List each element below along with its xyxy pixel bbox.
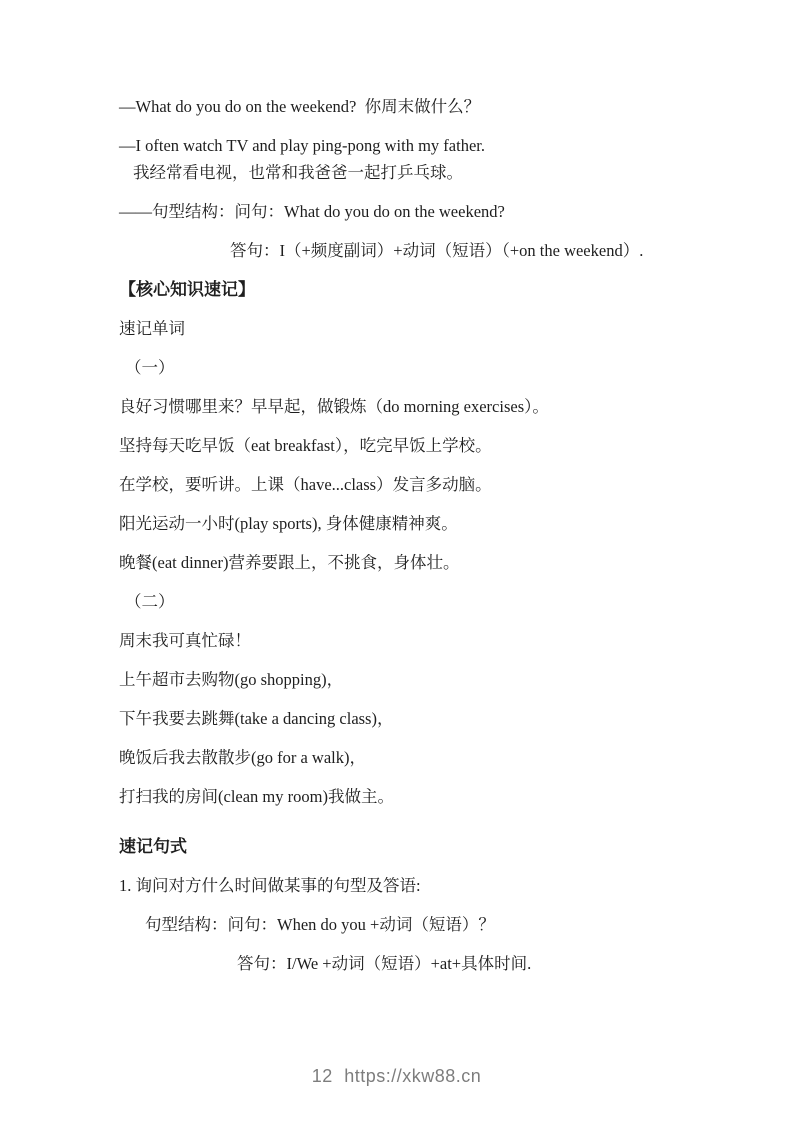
page-footer bbox=[0, 1066, 793, 1087]
dialog-question-line: —What do you do on the weekend? 你周末做什么？ bbox=[119, 97, 481, 116]
watermark-url: https://xkw88.cn bbox=[344, 1066, 482, 1086]
rhyme-line: 晚餐(eat dinner)营养要跟上，不挑食，身体壮。 bbox=[119, 553, 460, 572]
document-content bbox=[119, 96, 723, 992]
core-knowledge-heading: 【核心知识速记】 bbox=[119, 280, 255, 299]
rhyme-line: 良好习惯哪里来？早早起，做锻炼（do morning exercises）。 bbox=[119, 397, 549, 416]
rhyme-line: 阳光运动一小时(play sports), 身体健康精神爽。 bbox=[119, 514, 458, 533]
dialog-answer-en-line: —I often watch TV and play ping-pong with my father. bbox=[119, 136, 485, 155]
rhyme-line: 坚持每天吃早饭（eat breakfast），吃完早饭上学校。 bbox=[119, 436, 492, 455]
numbered-item: 1. 询问对方什么时间做某事的句型及答语: bbox=[119, 876, 421, 895]
quick-words-subheading: 速记单词 bbox=[119, 319, 185, 338]
rhyme-line: 晚饭后我去散散步(go for a walk)， bbox=[119, 748, 367, 767]
pattern-answer-line: 答句：I（+频度副词）+动词（短语）（+on the weekend）. bbox=[230, 241, 644, 260]
rhyme-line: 下午我要去跳舞(take a dancing class)， bbox=[119, 709, 394, 728]
sentence-pattern-answer-line: 答句：I/We +动词（短语）+at+具体时间. bbox=[237, 954, 532, 973]
sentence-pattern-question-line: 句型结构：问句：When do you +动词（短语）？ bbox=[145, 915, 495, 934]
group-one-label: （一） bbox=[125, 358, 175, 377]
page-number: 12 bbox=[311, 1066, 333, 1086]
rhyme-line: 打扫我的房间(clean my room)我做主。 bbox=[119, 787, 394, 806]
rhyme-line: 在学校，要听讲。上课（have...class）发言多动脑。 bbox=[119, 475, 492, 494]
pattern-question-line: ——句型结构：问句：What do you do on the weekend? bbox=[119, 202, 505, 221]
rhyme-line: 周末我可真忙碌！ bbox=[119, 631, 251, 650]
rhyme-line: 上午超市去购物(go shopping)， bbox=[119, 670, 344, 689]
quick-sentences-heading: 速记句式 bbox=[119, 837, 187, 856]
group-two-label: （二） bbox=[125, 592, 175, 611]
dialog-answer-zh-line: 我经常看电视，也常和我爸爸一起打乒乓球。 bbox=[133, 163, 463, 182]
